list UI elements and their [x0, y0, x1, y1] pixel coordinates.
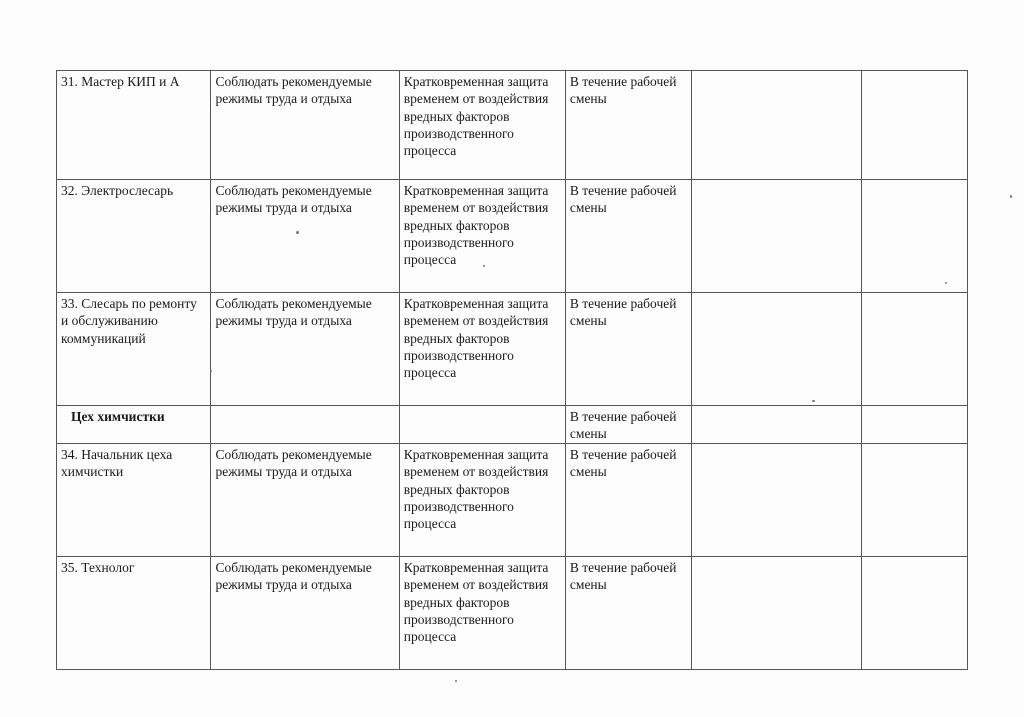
period-cell: В течение рабочей смены — [565, 444, 691, 557]
position-cell: 35. Технолог — [57, 557, 211, 670]
table-row — [57, 444, 968, 557]
empty-cell — [691, 180, 861, 293]
protection-cell: Кратковременная защита временем от воздействия вредных факторов производственного процесса — [399, 557, 565, 670]
empty-cell — [211, 406, 399, 444]
position-cell: 32. Электрослесарь — [57, 180, 211, 293]
position-cell: 31. Мастер КИП и А — [57, 71, 211, 180]
measure-cell: Соблюдать рекомендуемые режимы труда и отдыха — [211, 180, 399, 293]
empty-cell — [862, 444, 968, 557]
section-row — [57, 406, 968, 444]
scan-speck — [455, 680, 457, 682]
empty-cell — [862, 71, 968, 180]
protection-cell: Кратковременная защита временем от воздействия вредных факторов производственного процесса — [399, 71, 565, 180]
scan-speck — [210, 370, 212, 372]
empty-cell — [691, 406, 861, 444]
measure-cell: Соблюдать рекомендуемые режимы труда и отдыха — [211, 557, 399, 670]
protection-cell: Кратковременная защита временем от воздействия вредных факторов производственного процесса — [399, 180, 565, 293]
position-cell: 33. Слесарь по ремонту и обслуживанию коммуникаций — [57, 293, 211, 406]
empty-cell — [862, 557, 968, 670]
scan-speck — [483, 265, 485, 267]
empty-cell — [691, 293, 861, 406]
scan-speck — [812, 400, 815, 402]
empty-cell — [862, 406, 968, 444]
position-cell: 34. Начальник цеха химчистки — [57, 444, 211, 557]
scan-speck — [1010, 195, 1012, 198]
measure-cell: Соблюдать рекомендуемые режимы труда и отдыха — [211, 444, 399, 557]
empty-cell — [399, 406, 565, 444]
protection-cell: Кратковременная защита временем от воздействия вредных факторов производственного процесса — [399, 444, 565, 557]
period-cell: В течение рабочей смены — [565, 293, 691, 406]
empty-cell — [862, 180, 968, 293]
empty-cell — [691, 71, 861, 180]
period-cell: В течение рабочей смены — [565, 180, 691, 293]
empty-cell — [691, 444, 861, 557]
measures-table — [56, 70, 968, 670]
scan-speck — [296, 231, 299, 234]
table-row — [57, 71, 968, 180]
period-cell: В течение рабочей смены — [565, 406, 691, 444]
measure-cell: Соблюдать рекомендуемые режимы труда и отдыха — [211, 71, 399, 180]
table-row — [57, 557, 968, 670]
measure-cell: Соблюдать рекомендуемые режимы труда и отдыха — [211, 293, 399, 406]
scan-speck — [945, 282, 947, 284]
period-cell: В течение рабочей смены — [565, 71, 691, 180]
protection-cell: Кратковременная защита временем от воздействия вредных факторов производственного процесса — [399, 293, 565, 406]
section-title: Цех химчистки — [57, 406, 211, 444]
empty-cell — [691, 557, 861, 670]
table-row — [57, 180, 968, 293]
table-row — [57, 293, 968, 406]
empty-cell — [862, 293, 968, 406]
period-cell: В течение рабочей смены — [565, 557, 691, 670]
